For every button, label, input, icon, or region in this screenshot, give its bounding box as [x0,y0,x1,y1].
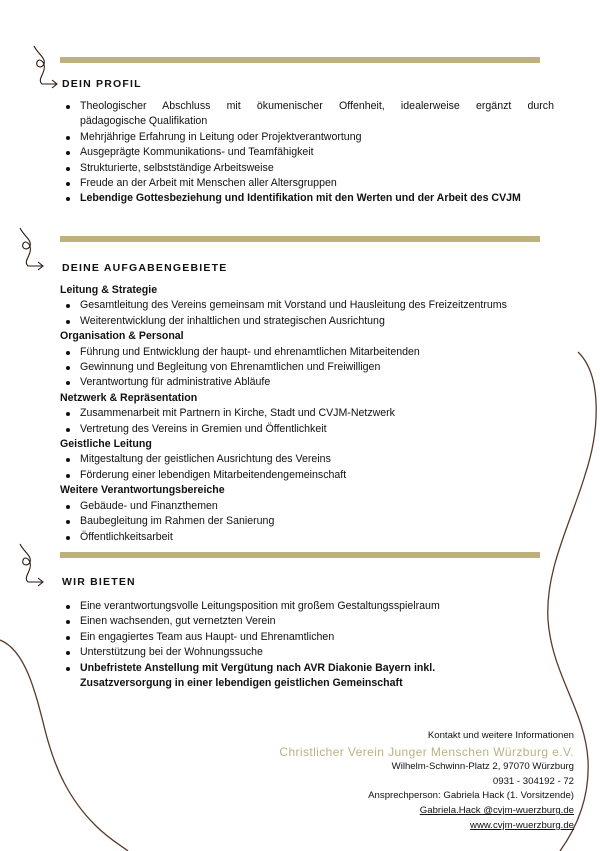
curl-arrow-icon [14,226,48,272]
list-item [60,661,554,692]
list-item: Lebendige Gottesbeziehung und Identifikation mit den Werten und der Arbeit des CVJM [60,191,554,206]
contact-address: Wilhelm-Schwinn-Platz 2, 97070 Würzburg [391,760,574,772]
task-group-list [60,406,550,437]
task-group-heading: Organisation & Personal [60,330,184,343]
organization-name: Christlicher Verein Junger Menschen Würzburg e.V. [279,744,574,759]
contact-heading: Kontakt und weitere Informationen [427,730,574,741]
task-group-list [60,345,550,391]
task-group-heading: Geistliche Leitung [60,438,152,451]
list-item: Zusammenarbeit mit Partnern in Kirche, Stadt und CVJM-Netzwerk [60,406,550,421]
list-item-text: Theologischer Abschluss mit ökumenischer Offenheit, idealerweise ergänzt durch [80,100,554,112]
tasks-content [60,283,550,545]
list-item: Ein engagiertes Team aus Haupt- und Ehrenamtlichen [60,630,554,645]
task-group-heading: Netzwerk & Repräsentation [60,391,198,404]
section-divider-bar [60,236,540,242]
list-item: Strukturierte, selbstständige Arbeitsweise [60,161,554,176]
list-item: Einen wachsenden, gut vernetzten Verein [60,614,554,629]
task-group-list [60,452,550,483]
contact-phone: 0931 - 304192 - 72 [492,775,574,787]
section-divider-bar [60,57,540,63]
section-heading-tasks: DEINE AUFGABENGEBIETE [62,262,228,274]
list-item: Weiterentwicklung der inhaltlichen und strategischen Ausrichtung [60,314,550,329]
list-item: Gewinnung und Begleitung von Ehrenamtlichen und Freiwilligen [60,360,550,375]
profile-list [60,99,554,207]
list-item: Verantwortung für administrative Abläufe [60,375,550,390]
website-link[interactable]: www.cvjm-wuerzburg.de [470,819,574,831]
curl-arrow-icon [28,44,62,90]
task-group-list [60,298,550,329]
section-heading-offer: WIR BIETEN [62,576,136,588]
list-item: Öffentlichkeitsarbeit [60,530,550,545]
list-item: Förderung einer lebendigen Mitarbeitendengemeinschaft [60,468,550,483]
list-item: Gesamtleitung des Vereins gemeinsam mit Vorstand und Hausleitung des Freizeitzentrums [60,298,550,313]
list-item: Ausgeprägte Kommunikations- und Teamfähigkeit [60,145,554,160]
task-group-heading: Leitung & Strategie [60,284,158,296]
list-item: Vertretung des Vereins in Gremien und Öffentlichkeit [60,422,550,437]
section-heading-profile: DEIN PROFIL [62,78,142,90]
task-group-heading: Weitere Verantwortungsbereiche [60,484,225,497]
list-item: Führung und Entwicklung der haupt- und ehrenamtlichen Mitarbeitenden [60,345,550,360]
list-item: Mehrjährige Erfahrung in Leitung oder Projektverantwortung [60,130,554,145]
list-item-text-continued: Zusatzversorgung in einer lebendigen geistlichen Gemeinschaft [80,677,403,690]
list-item: Gebäude- und Finanzthemen [60,499,550,514]
curl-arrow-icon [14,542,48,588]
section-divider-bar [60,552,540,558]
list-item: Unterstützung bei der Wohnungssuche [60,645,554,660]
list-item [60,99,554,130]
task-group-list [60,499,550,545]
contact-email-link[interactable]: Gabriela.Hack @cvjm-wuerzburg.de [419,805,574,817]
contact-block [279,729,574,834]
list-item-text: Unbefristete Anstellung mit Vergütung nach AVR Diakonie Bayern inkl. [80,661,436,674]
offer-list [60,599,554,691]
list-item-text-continued: pädagogische Qualifikation [80,115,208,128]
list-item: Freude an der Arbeit mit Menschen aller Altersgruppen [60,176,554,191]
list-item: Eine verantwortungsvolle Leitungsposition mit großem Gestaltungsspielraum [60,599,554,614]
list-item: Baubegleitung im Rahmen der Sanierung [60,514,550,529]
list-item: Mitgestaltung der geistlichen Ausrichtung des Vereins [60,452,550,467]
contact-person: Ansprechperson: Gabriela Hack (1. Vorsitzende) [368,790,574,802]
